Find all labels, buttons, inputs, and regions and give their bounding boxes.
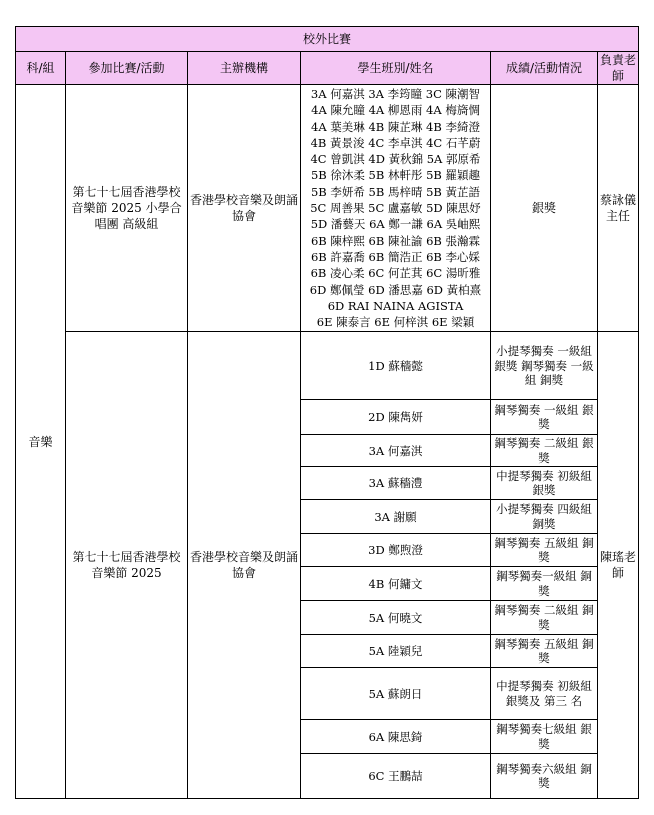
choir-student-line: 4A 陳允瞳 4A 柳恩雨 4A 梅旖惆 (311, 103, 480, 118)
header-row (16, 52, 639, 85)
solo-result: 鋼琴獨奏 二級組 銀獎 (491, 435, 598, 467)
choir-student-line: 6B 許嘉喬 6B 簡浩正 6B 李心婇 (310, 249, 481, 264)
choir-student-line: 5B 李妍希 5B 馬梓晴 5B 黃芷語 (310, 184, 481, 199)
choir-student-line: 5D 潘藝天 6A 鄭一謙 6A 吳岫熙 (310, 217, 481, 232)
choir-student-list (301, 85, 491, 332)
solo-result: 中提琴獨奏 初級組 銀獎及 第三 名 (491, 668, 598, 720)
solo-competition: 第七十七屆香港學校音樂節 2025 (66, 332, 188, 799)
solo-result: 鋼琴獨奏 一級組 銀獎 (491, 400, 598, 435)
header-teacher: 負責老師 (598, 52, 639, 85)
choir-result: 銀獎 (491, 85, 598, 332)
header-subject: 科/組 (16, 52, 66, 85)
header-student: 學生班別/姓名 (301, 52, 491, 85)
choir-student-line: 4B 黃景浚 4C 李卓淇 4C 石芊蔚 (310, 135, 481, 150)
solo-student: 3D 鄭煦澄 (301, 534, 491, 567)
choir-student-line: 5C 周善果 5C 盧嘉敏 5D 陳思妤 (310, 201, 481, 216)
solo-result: 鋼琴獨奏六級組 銅獎 (491, 754, 598, 799)
solo-student: 2D 陳雋妍 (301, 400, 491, 435)
choir-organizer: 香港學校音樂及朗誦協會 (188, 85, 301, 332)
title-row (16, 27, 639, 52)
header-organizer: 主辦機構 (188, 52, 301, 85)
solo-student: 1D 蘇穡懿 (301, 332, 491, 400)
solo-result: 鋼琴獨奏 五級組 銅獎 (491, 635, 598, 668)
table-title: 校外比賽 (16, 27, 639, 52)
solo-result: 鋼琴獨奏一級組 銅獎 (491, 567, 598, 601)
header-competition: 參加比賽/活動 (66, 52, 188, 85)
solo-student: 6A 陳思錡 (301, 720, 491, 754)
solo-row (16, 332, 639, 400)
choir-competition: 第七十七屆香港學校音樂節 2025 小學合唱團 高級組 (66, 85, 188, 332)
choir-student-line: 6D 鄭佩瑩 6D 潘思嘉 6D 黃柏熹 (309, 282, 482, 297)
choir-student-line: 4A 葉美琳 4B 陳芷琳 4B 李綺澄 (311, 119, 480, 134)
choir-student-line: 6D RAI NAINA AGISTA (327, 298, 464, 313)
choir-student-line: 4C 曾凱淇 4D 黃秋錦 5A 郭原希 (310, 152, 481, 167)
choir-row (16, 85, 639, 332)
solo-student: 6C 王鵬喆 (301, 754, 491, 799)
solo-student: 5A 何曉文 (301, 601, 491, 635)
solo-result: 鋼琴獨奏七級組 銀獎 (491, 720, 598, 754)
solo-result: 鋼琴獨奏 五級組 銅獎 (491, 534, 598, 567)
solo-result: 鋼琴獨奏 二級組 銅獎 (491, 601, 598, 635)
solo-result: 小提琴獨奏 四級組 銅獎 (491, 500, 598, 534)
choir-teacher: 蔡詠儀主任 (598, 85, 639, 332)
solo-student: 3A 蘇穡澧 (301, 467, 491, 500)
solo-organizer: 香港學校音樂及朗誦協會 (188, 332, 301, 799)
subject-cell: 音樂 (16, 85, 66, 799)
solo-result: 中提琴獨奏 初級組 銀獎 (491, 467, 598, 500)
choir-student-line: 5B 徐沐柔 5B 林軒彤 5B 羅穎趣 (310, 168, 481, 183)
solo-student: 3A 何嘉淇 (301, 435, 491, 467)
solo-result: 小提琴獨奏 一級組 銀獎 鋼琴獨奏 一級組 銅獎 (491, 332, 598, 400)
solo-student: 4B 何鏞文 (301, 567, 491, 601)
solo-student: 5A 蘇朗日 (301, 668, 491, 720)
solo-student: 5A 陸穎兒 (301, 635, 491, 668)
solo-student: 3A 謝願 (301, 500, 491, 534)
choir-student-line: 6B 陳梓熙 6B 陳祉諭 6B 張瀚霖 (310, 233, 481, 248)
choir-student-line: 3A 何嘉淇 3A 李筠瞳 3C 陳潮智 (310, 87, 481, 101)
choir-student-line: 6E 陳泰言 6E 何梓淇 6E 梁穎 (316, 315, 475, 330)
header-result: 成績/活動情況 (491, 52, 598, 85)
solo-teacher: 陳瑤老師 (598, 332, 639, 799)
competition-table (15, 26, 639, 799)
choir-student-line: 6B 凌心柔 6C 何芷萁 6C 湯昕雅 (310, 266, 481, 281)
